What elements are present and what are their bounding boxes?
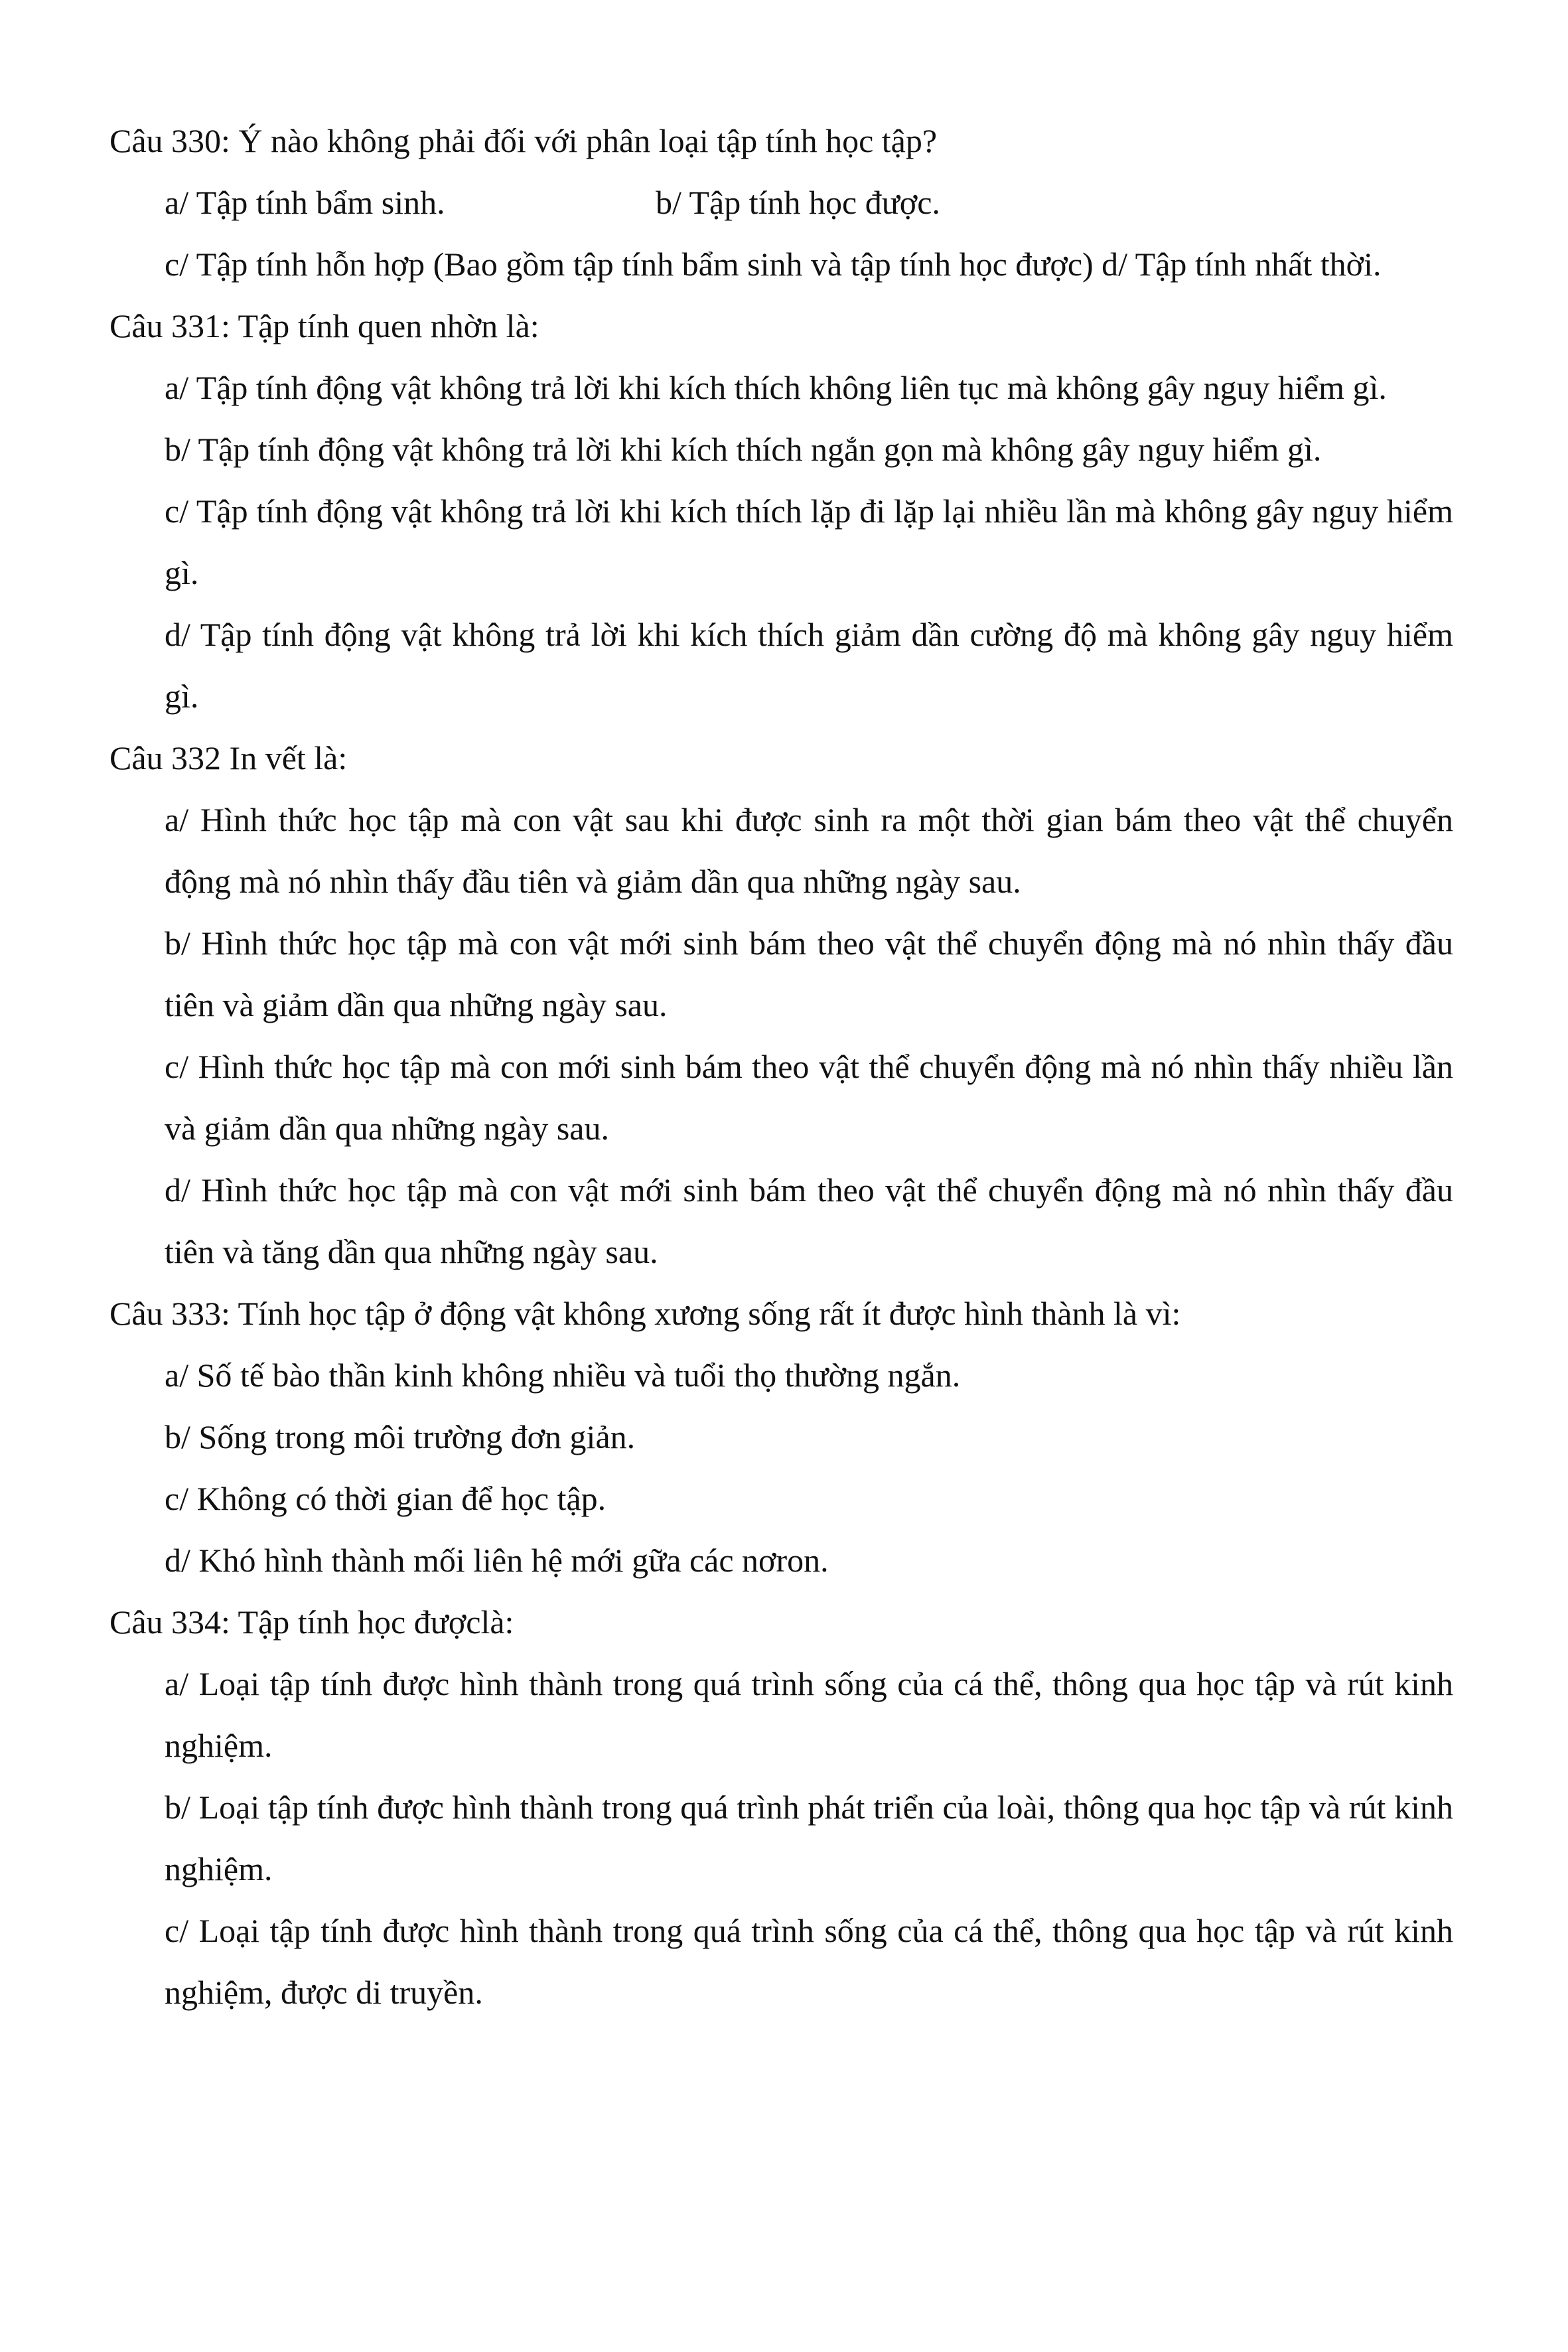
question-list <box>109 110 1453 2023</box>
option-row <box>165 172 1453 234</box>
option-d: d/ Khó hình thành mối liên hệ mới gữa các nơron. <box>165 1542 829 1579</box>
option-c: c/ Tập tính động vật không trả lời khi kích thích lặp đi lặp lại nhiều lần mà không gây nguy hiểm gì. <box>165 492 1453 591</box>
question-330 <box>109 110 1453 295</box>
option-b: b/ Sống trong môi trường đơn giản. <box>165 1418 636 1455</box>
option-b: b/ Tập tính động vật không trả lời khi kích thích ngắn gọn mà không gây nguy hiểm gì. <box>165 431 1322 468</box>
question-332 <box>109 727 1453 1283</box>
option-a: a/ Loại tập tính được hình thành trong quá trình sống của cá thể, thông qua học tập và rút kinh nghiệm. <box>165 1665 1453 1764</box>
option-a: a/ Tập tính bẩm sinh. <box>165 184 445 221</box>
option-a: a/ Hình thức học tập mà con vật sau khi được sinh ra một thời gian bám theo vật thể chuyển động mà nó nhìn thấy đầu tiên và giảm dần qua những ngày sau. <box>165 801 1453 900</box>
question-333 <box>109 1283 1453 1591</box>
question-title: Câu 332 In vết là: <box>109 739 348 776</box>
question-331 <box>109 295 1453 727</box>
option-c: c/ Loại tập tính được hình thành trong quá trình sống của cá thể, thông qua học tập và rút kinh nghiệm, được di truyền. <box>165 1912 1453 2011</box>
question-334 <box>109 1591 1453 2023</box>
option-b: b/ Tập tính học được. <box>656 184 940 221</box>
question-title: Câu 330: Ý nào không phải đối với phân loại tập tính học tập? <box>109 122 938 159</box>
option-d: d/ Tập tính động vật không trả lời khi kích thích giảm dần cường độ mà không gây nguy hiểm gì. <box>165 616 1453 715</box>
option-c: c/ Không có thời gian để học tập. <box>165 1480 606 1517</box>
question-title: Câu 333: Tính học tập ở động vật không xương sống rất ít được hình thành là vì: <box>109 1295 1181 1332</box>
option-b: b/ Hình thức học tập mà con vật mới sinh bám theo vật thể chuyển động mà nó nhìn thấy đầu tiên và giảm dần qua những ngày sau. <box>165 924 1453 1023</box>
option-b: b/ Loại tập tính được hình thành trong quá trình phát triển của loài, thông qua học tập và rút kinh nghiệm. <box>165 1789 1453 1887</box>
option-d: d/ Hình thức học tập mà con vật mới sinh bám theo vật thể chuyển động mà nó nhìn thấy đầu tiên và tăng dần qua những ngày sau. <box>165 1171 1453 1270</box>
question-title: Câu 331: Tập tính quen nhờn là: <box>109 307 539 344</box>
question-title: Câu 334: Tập tính học đượclà: <box>109 1603 514 1641</box>
option-a: a/ Số tế bào thần kinh không nhiều và tuổi thọ thường ngắn. <box>165 1357 961 1394</box>
option-c-d: c/ Tập tính hỗn hợp (Bao gồm tập tính bẩm sinh và tập tính học được) d/ Tập tính nhất thời. <box>165 246 1382 283</box>
option-c: c/ Hình thức học tập mà con mới sinh bám theo vật thể chuyển động mà nó nhìn thấy nhiều lần và giảm dần qua những ngày sau. <box>165 1048 1453 1147</box>
option-a: a/ Tập tính động vật không trả lời khi kích thích không liên tục mà không gây nguy hiểm gì. <box>165 369 1387 406</box>
